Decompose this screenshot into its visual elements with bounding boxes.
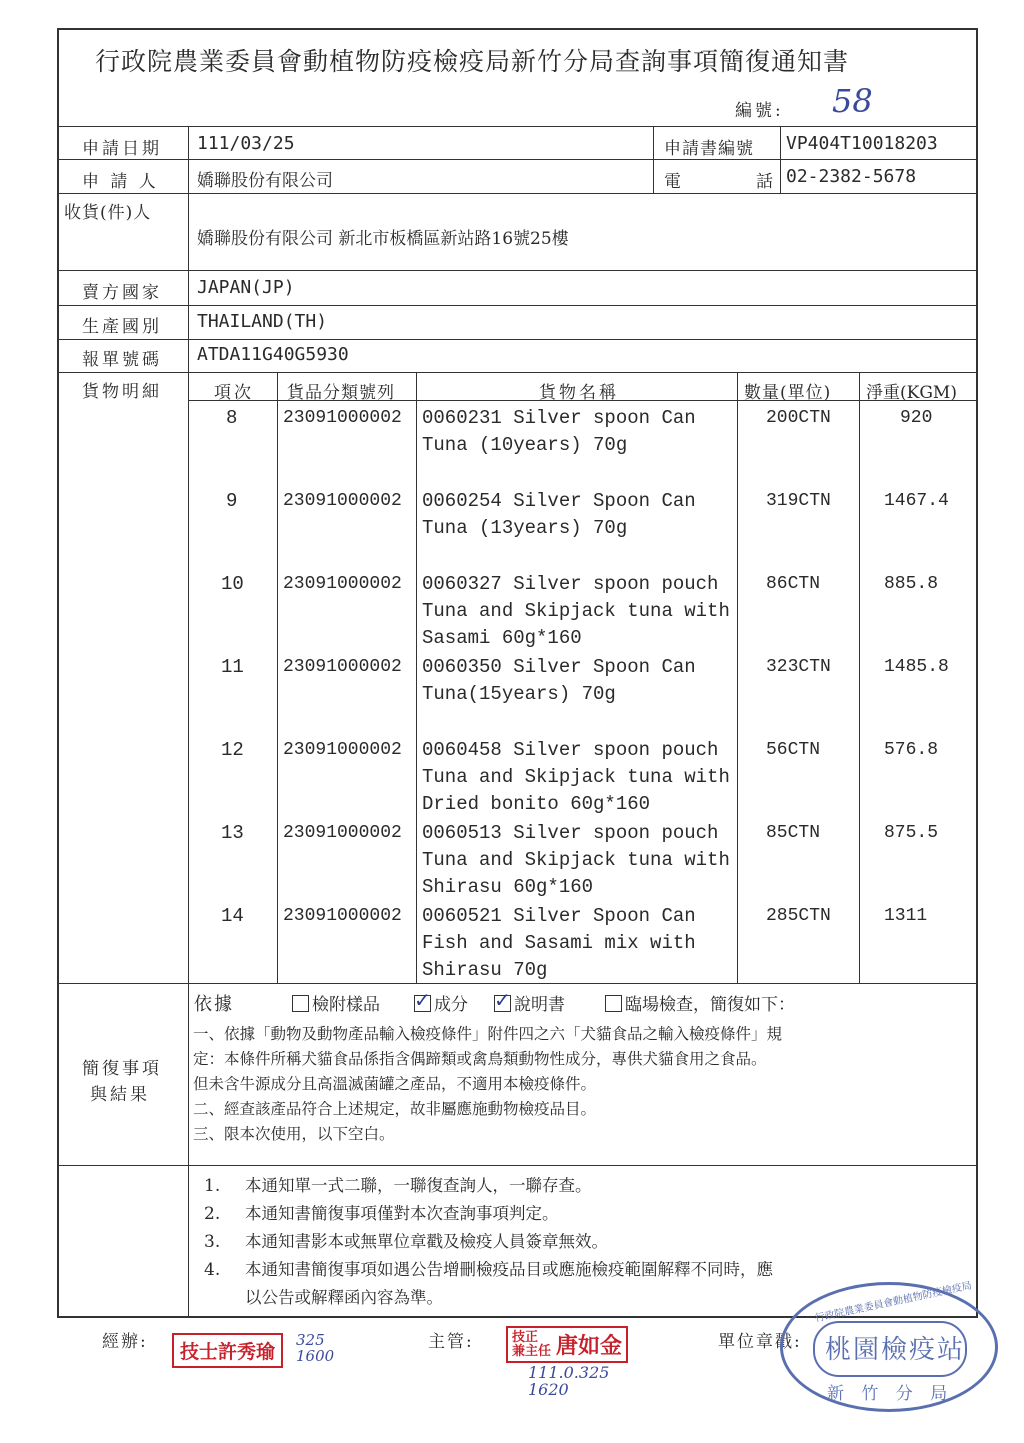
number-label: 編號: bbox=[735, 101, 784, 121]
phone-label-1: 電 bbox=[664, 172, 684, 192]
goods-row-qty: 200CTN bbox=[766, 408, 831, 428]
apply-no-label: 申請書編號 bbox=[664, 139, 754, 159]
note-number: 3. bbox=[204, 1232, 221, 1252]
handler-sign: 325 1600 bbox=[296, 1331, 335, 1365]
seller-country: JAPAN(JP) bbox=[197, 277, 295, 298]
note-text: 以公告或解釋函內容為準。 bbox=[245, 1288, 443, 1307]
checkbox-checked-icon bbox=[414, 995, 431, 1012]
apply-date-label: 申請日期 bbox=[82, 139, 162, 159]
goods-row-weight: 576.8 bbox=[884, 740, 939, 760]
goods-row-no: 13 bbox=[221, 822, 244, 844]
basis-option-label: 臨場檢查，簡復如下： bbox=[625, 995, 795, 1015]
goods-row-no: 9 bbox=[226, 490, 238, 512]
result-label-2: 與結果 bbox=[90, 1085, 150, 1105]
apply-no: VP404T10018203 bbox=[786, 133, 938, 154]
goods-row-name bbox=[422, 654, 696, 708]
note-number: 1. bbox=[204, 1176, 221, 1196]
goods-row-name bbox=[422, 820, 730, 901]
note-number: 4. bbox=[204, 1260, 221, 1280]
goods-row-qty: 323CTN bbox=[766, 657, 831, 677]
basis-label: 依據 bbox=[194, 994, 234, 1015]
goods-header-weight: 淨重(KGM) bbox=[866, 383, 957, 403]
goods-row-name bbox=[422, 737, 730, 818]
goods-header-qty: 數量(單位) bbox=[744, 383, 832, 403]
supervisor-sign: 111.0.325 1620 bbox=[528, 1363, 610, 1399]
note-text: 本通知單一式二聯，一聯復查詢人，一聯存查。 bbox=[245, 1176, 592, 1195]
goods-row-name-line: 0060231 Silver spoon Can bbox=[422, 407, 696, 429]
goods-row-name-line: Fish and Sasami mix with bbox=[422, 932, 696, 954]
basis-option bbox=[494, 995, 565, 1015]
goods-row-qty: 56CTN bbox=[766, 740, 821, 760]
unit-seal bbox=[780, 1282, 998, 1412]
seal-text: 桃園檢疫站 bbox=[825, 1335, 966, 1365]
goods-row-name-line: 0060513 Silver spoon pouch bbox=[422, 822, 719, 844]
result-line: 定：本條件所稱犬貓食品係指含偶蹄類或禽鳥類動物性成分，專供犬貓食用之食品。 bbox=[193, 1050, 767, 1068]
goods-row-name-line: Tuna(15years) 70g bbox=[422, 683, 616, 705]
goods-row-weight: 1485.8 bbox=[884, 657, 949, 677]
goods-row-name-line: 0060521 Silver Spoon Can bbox=[422, 905, 696, 927]
supervisor-stamp-name: 唐如金 bbox=[556, 1333, 623, 1359]
applicant-label: 申 請 人 bbox=[82, 172, 159, 192]
consignee-label: 收貨(件)人 bbox=[64, 203, 152, 223]
note-text: 本通知書簡復事項僅對本次查詢事項判定。 bbox=[245, 1204, 559, 1223]
basis-option bbox=[292, 995, 380, 1015]
checkbox-empty-icon bbox=[292, 995, 309, 1012]
phone-label-2: 話 bbox=[756, 172, 776, 192]
result-label-1: 簡復事項 bbox=[82, 1059, 162, 1079]
goods-row-name-line: Tuna and Skipjack tuna with bbox=[422, 766, 730, 788]
unit-seal-label: 單位章戳: bbox=[718, 1332, 802, 1352]
supervisor-stamp-title: 技正 兼主任 bbox=[512, 1329, 552, 1359]
phone: 02-2382-5678 bbox=[786, 166, 917, 187]
goods-row-weight: 920 bbox=[900, 408, 933, 428]
seal-bottom-text: 新 竹 分 局 bbox=[827, 1384, 954, 1404]
seal-ring-text: 行政院農業委員會動植物防疫檢疫局 bbox=[814, 1280, 973, 1325]
goods-row-name-line: 0060350 Silver Spoon Can bbox=[422, 656, 696, 678]
goods-row-name-line: Tuna (13years) 70g bbox=[422, 517, 628, 539]
goods-row-name-line: 0060254 Silver Spoon Can bbox=[422, 490, 696, 512]
checkbox-checked-icon bbox=[494, 995, 511, 1012]
declaration: ATDA11G40G5930 bbox=[197, 344, 349, 365]
goods-row-name-line: Tuna (10years) 70g bbox=[422, 434, 628, 456]
goods-row-name-line: 0060458 Silver spoon pouch bbox=[422, 739, 719, 761]
goods-row-code: 23091000002 bbox=[283, 906, 402, 926]
seller-country-label: 賣方國家 bbox=[82, 283, 162, 303]
goods-row-name-line: Tuna and Skipjack tuna with bbox=[422, 849, 730, 871]
result-line: 一、依據「動物及動物產品輸入檢疫條件」附件四之六「犬貓食品之輸入檢疫條件」規 bbox=[193, 1025, 783, 1043]
origin-label: 生產國別 bbox=[82, 317, 162, 337]
goods-row-code: 23091000002 bbox=[283, 491, 402, 511]
goods-row-name-line: Shirasu 70g bbox=[422, 959, 548, 981]
note-text: 本通知書簡復事項如遇公告增刪檢疫品目或應施檢疫範圍解釋不同時，應 bbox=[245, 1260, 773, 1279]
apply-date: 111/03/25 bbox=[197, 133, 295, 154]
basis-option-label: 檢附樣品 bbox=[312, 995, 380, 1015]
checkbox-empty-icon bbox=[605, 995, 622, 1012]
goods-row-name-line: Tuna and Skipjack tuna with bbox=[422, 600, 730, 622]
handler-label: 經辦: bbox=[102, 1332, 148, 1352]
goods-row-qty: 319CTN bbox=[766, 491, 831, 511]
origin: THAILAND(TH) bbox=[197, 311, 328, 332]
result-line: 但未含牛源成分且高溫滅菌罐之產品，不適用本檢疫條件。 bbox=[193, 1075, 597, 1093]
goods-header-name: 貨物名稱 bbox=[539, 383, 619, 403]
goods-row-code: 23091000002 bbox=[283, 823, 402, 843]
goods-row-name bbox=[422, 903, 696, 984]
goods-row-qty: 85CTN bbox=[766, 823, 821, 843]
note-text: 本通知書影本或無單位章戳及檢疫人員簽章無效。 bbox=[245, 1232, 608, 1251]
goods-row-no: 12 bbox=[221, 739, 244, 761]
goods-row-code: 23091000002 bbox=[283, 657, 402, 677]
result-line: 二、經查該產品符合上述規定，故非屬應施動物檢疫品目。 bbox=[193, 1100, 597, 1118]
goods-row-name bbox=[422, 405, 696, 459]
goods-row-weight: 875.5 bbox=[884, 823, 939, 843]
supervisor-stamp bbox=[506, 1326, 628, 1363]
goods-row-qty: 285CTN bbox=[766, 906, 831, 926]
goods-row-name bbox=[422, 571, 730, 652]
goods-row-code: 23091000002 bbox=[283, 408, 402, 428]
goods-row-no: 10 bbox=[221, 573, 244, 595]
goods-row-name-line: 0060327 Silver spoon pouch bbox=[422, 573, 719, 595]
goods-row-name bbox=[422, 488, 696, 542]
goods-row-no: 11 bbox=[221, 656, 244, 678]
goods-row-no: 14 bbox=[221, 905, 244, 927]
goods-row-no: 8 bbox=[226, 407, 238, 429]
goods-header-code: 貨品分類號列 bbox=[287, 383, 395, 403]
basis-option-label: 成分 bbox=[434, 995, 468, 1015]
number-value: 58 bbox=[832, 82, 873, 120]
basis-options bbox=[292, 990, 795, 1015]
supervisor-label: 主管: bbox=[428, 1332, 474, 1352]
goods-label: 貨物明細 bbox=[82, 382, 162, 402]
basis-option bbox=[414, 995, 468, 1015]
goods-row-name-line: Dried bonito 60g*160 bbox=[422, 793, 651, 815]
consignee: 嬌聯股份有限公司 新北市板橋區新站路16號25樓 bbox=[197, 229, 569, 249]
goods-row-qty: 86CTN bbox=[766, 574, 821, 594]
goods-row-weight: 885.8 bbox=[884, 574, 939, 594]
goods-row-weight: 1311 bbox=[884, 906, 928, 926]
goods-row-name-line: Sasami 60g*160 bbox=[422, 627, 582, 649]
note-number: 2. bbox=[204, 1204, 221, 1224]
goods-header-no: 項次 bbox=[214, 383, 254, 403]
declaration-label: 報單號碼 bbox=[82, 350, 162, 370]
goods-row-name-line: Shirasu 60g*160 bbox=[422, 876, 594, 898]
goods-row-code: 23091000002 bbox=[283, 574, 402, 594]
handler-stamp: 技士許秀瑜 bbox=[172, 1333, 283, 1368]
goods-row-weight: 1467.4 bbox=[884, 491, 949, 511]
form-title: 行政院農業委員會動植物防疫檢疫局新竹分局查詢事項簡復通知書 bbox=[95, 47, 850, 76]
goods-row-code: 23091000002 bbox=[283, 740, 402, 760]
basis-option-label: 說明書 bbox=[514, 995, 565, 1015]
applicant: 嬌聯股份有限公司 bbox=[197, 171, 333, 191]
basis-option bbox=[605, 995, 795, 1015]
result-line: 三、限本次使用，以下空白。 bbox=[193, 1125, 395, 1143]
